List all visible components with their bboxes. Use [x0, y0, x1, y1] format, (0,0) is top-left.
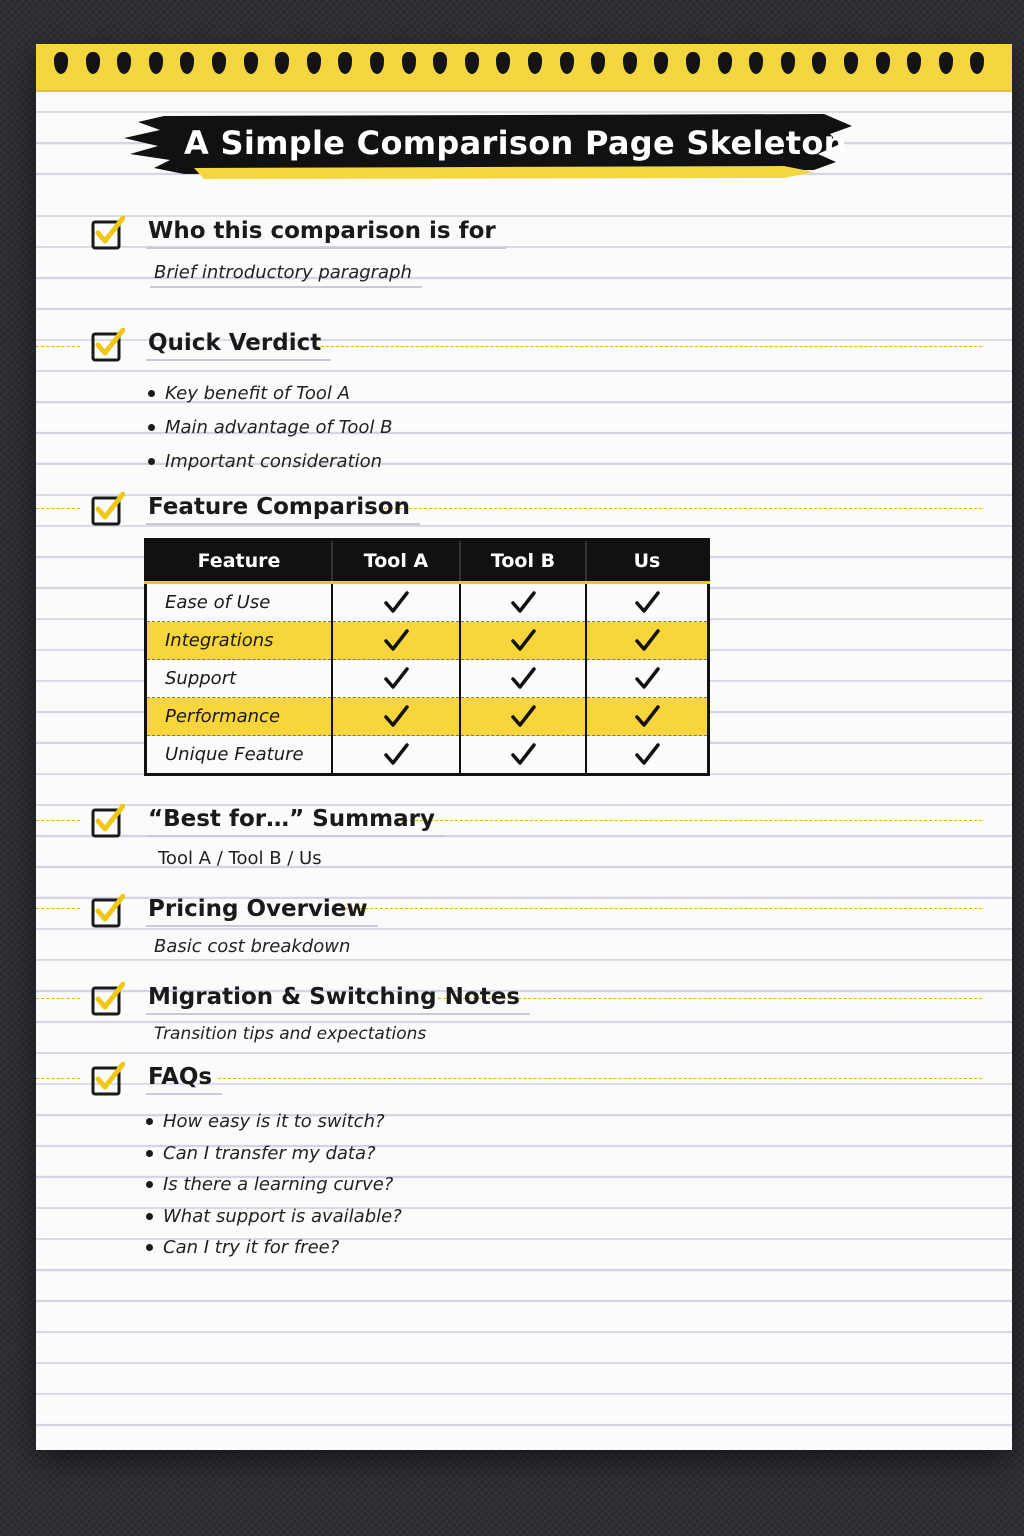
- section-heading-quick-verdict: Quick Verdict: [146, 330, 331, 361]
- us-cell: [586, 583, 709, 622]
- binding-hole-icon: [180, 52, 194, 74]
- list-item: Key benefit of Tool A: [148, 376, 393, 410]
- section-heading-migration: Migration & Switching Notes: [146, 984, 530, 1015]
- binding-hole-icon: [560, 52, 574, 74]
- list-item: Is there a learning curve?: [146, 1169, 402, 1201]
- checkmark-icon: [634, 666, 660, 692]
- checkbox-checked-icon: [91, 982, 125, 1016]
- list-item: How easy is it to switch?: [146, 1106, 402, 1138]
- feature-cell: Ease of Use: [146, 583, 333, 622]
- list-item: Can I transfer my data?: [146, 1138, 402, 1170]
- binding-hole-icon: [496, 52, 510, 74]
- dashed-guide: [36, 908, 80, 909]
- bullet-icon: [148, 458, 155, 465]
- bullet-icon: [146, 1244, 153, 1251]
- column-header-feature: Feature: [146, 540, 333, 583]
- dashed-guide: [36, 1078, 80, 1079]
- page-title: A Simple Comparison Page Skeleton: [184, 124, 847, 162]
- binding-hole-icon: [244, 52, 258, 74]
- binding-hole-icon: [433, 52, 447, 74]
- checkmark-icon: [510, 590, 536, 616]
- bullet-icon: [146, 1213, 153, 1220]
- section-heading-best-for: “Best for…” Summary: [146, 806, 445, 837]
- list-item: Main advantage of Tool B: [148, 410, 393, 444]
- dashed-guide: [384, 508, 982, 509]
- binding-hole-icon: [686, 52, 700, 74]
- binding-hole-icon: [749, 52, 763, 74]
- section-heading-feature-comparison: Feature Comparison: [146, 494, 420, 525]
- section-heading-faqs: FAQs: [146, 1064, 222, 1095]
- tool-a-cell: [332, 698, 460, 736]
- tool-b-cell: [460, 583, 586, 622]
- dashed-guide: [36, 346, 80, 347]
- notepad-page: [36, 44, 1012, 1450]
- tool-a-cell: [332, 736, 460, 775]
- table-row: [146, 660, 709, 698]
- checkmark-icon: [383, 590, 409, 616]
- section-subtitle-audience: Brief introductory paragraph: [150, 262, 422, 288]
- column-header-us: Us: [586, 540, 709, 583]
- checkbox-checked-icon: [91, 216, 125, 250]
- checkbox-checked-icon: [91, 492, 125, 526]
- column-header-tool-b: Tool B: [460, 540, 586, 583]
- bullet-icon: [146, 1150, 153, 1157]
- table-row: [146, 698, 709, 736]
- binding-hole-icon: [970, 52, 984, 74]
- section-subtitle-best-for: Tool A / Tool B / Us: [158, 848, 322, 869]
- us-cell: [586, 736, 709, 775]
- dashed-guide: [218, 1078, 982, 1079]
- spiral-binding: [36, 44, 1012, 92]
- us-cell: [586, 698, 709, 736]
- checkbox-checked-icon: [91, 1062, 125, 1096]
- checkmark-icon: [510, 666, 536, 692]
- tool-a-cell: [332, 660, 460, 698]
- binding-hole-icon: [54, 52, 68, 74]
- feature-cell: Performance: [146, 698, 333, 736]
- binding-hole-icon: [307, 52, 321, 74]
- list-item: What support is available?: [146, 1201, 402, 1233]
- tool-b-cell: [460, 660, 586, 698]
- checkbox-checked-icon: [91, 804, 125, 838]
- bullet-icon: [146, 1181, 153, 1188]
- binding-hole-icon: [907, 52, 921, 74]
- feature-comparison-table: [144, 538, 710, 776]
- binding-hole-icon: [591, 52, 605, 74]
- binding-hole-icon: [275, 52, 289, 74]
- binding-hole-icon: [528, 52, 542, 74]
- table-header-row: [146, 540, 709, 583]
- section-subtitle-pricing: Basic cost breakdown: [154, 936, 351, 957]
- checkmark-icon: [383, 628, 409, 654]
- binding-hole-icon: [370, 52, 384, 74]
- list-item: Can I try it for free?: [146, 1232, 402, 1264]
- tool-b-cell: [460, 698, 586, 736]
- binding-hole-icon: [623, 52, 637, 74]
- checkmark-icon: [383, 742, 409, 768]
- binding-hole-icon: [781, 52, 795, 74]
- binding-hole-icon: [86, 52, 100, 74]
- binding-hole-icon: [465, 52, 479, 74]
- binding-hole-icon: [149, 52, 163, 74]
- section-heading-audience: Who this comparison is for: [146, 218, 506, 249]
- dashed-guide: [316, 346, 982, 347]
- dashed-guide: [36, 998, 80, 999]
- us-cell: [586, 660, 709, 698]
- checkmark-icon: [510, 742, 536, 768]
- bullet-icon: [148, 390, 155, 397]
- faq-list: [146, 1106, 402, 1264]
- column-header-tool-a: Tool A: [332, 540, 460, 583]
- feature-cell: Support: [146, 660, 333, 698]
- tool-b-cell: [460, 622, 586, 660]
- checkmark-icon: [634, 704, 660, 730]
- checkmark-icon: [634, 628, 660, 654]
- title-banner: [124, 110, 854, 184]
- tool-a-cell: [332, 583, 460, 622]
- checkmark-icon: [383, 666, 409, 692]
- tool-b-cell: [460, 736, 586, 775]
- tool-a-cell: [332, 622, 460, 660]
- binding-hole-icon: [876, 52, 890, 74]
- binding-hole-icon: [812, 52, 826, 74]
- checkbox-checked-icon: [91, 894, 125, 928]
- binding-hole-icon: [844, 52, 858, 74]
- checkmark-icon: [383, 704, 409, 730]
- checkmark-icon: [510, 628, 536, 654]
- checkmark-icon: [634, 590, 660, 616]
- binding-hole-icon: [402, 52, 416, 74]
- us-cell: [586, 622, 709, 660]
- binding-hole-icon: [939, 52, 953, 74]
- checkmark-icon: [634, 742, 660, 768]
- section-subtitle-migration: Transition tips and expectations: [154, 1024, 427, 1044]
- binding-hole-icon: [718, 52, 732, 74]
- bullet-icon: [148, 424, 155, 431]
- feature-cell: Integrations: [146, 622, 333, 660]
- dashed-guide: [36, 820, 80, 821]
- dashed-guide: [340, 908, 982, 909]
- dashed-guide: [36, 508, 80, 509]
- binding-hole-icon: [212, 52, 226, 74]
- table-row: [146, 622, 709, 660]
- dashed-guide: [400, 820, 982, 821]
- binding-hole-icon: [338, 52, 352, 74]
- binding-hole-icon: [117, 52, 131, 74]
- section-heading-pricing: Pricing Overview: [146, 896, 378, 927]
- bullet-icon: [146, 1118, 153, 1125]
- table-row: [146, 736, 709, 775]
- list-item: Important consideration: [148, 444, 393, 478]
- checkbox-checked-icon: [91, 328, 125, 362]
- table-row: [146, 583, 709, 622]
- feature-cell: Unique Feature: [146, 736, 333, 775]
- binding-hole-icon: [654, 52, 668, 74]
- checkmark-icon: [510, 704, 536, 730]
- verdict-list: [148, 376, 393, 478]
